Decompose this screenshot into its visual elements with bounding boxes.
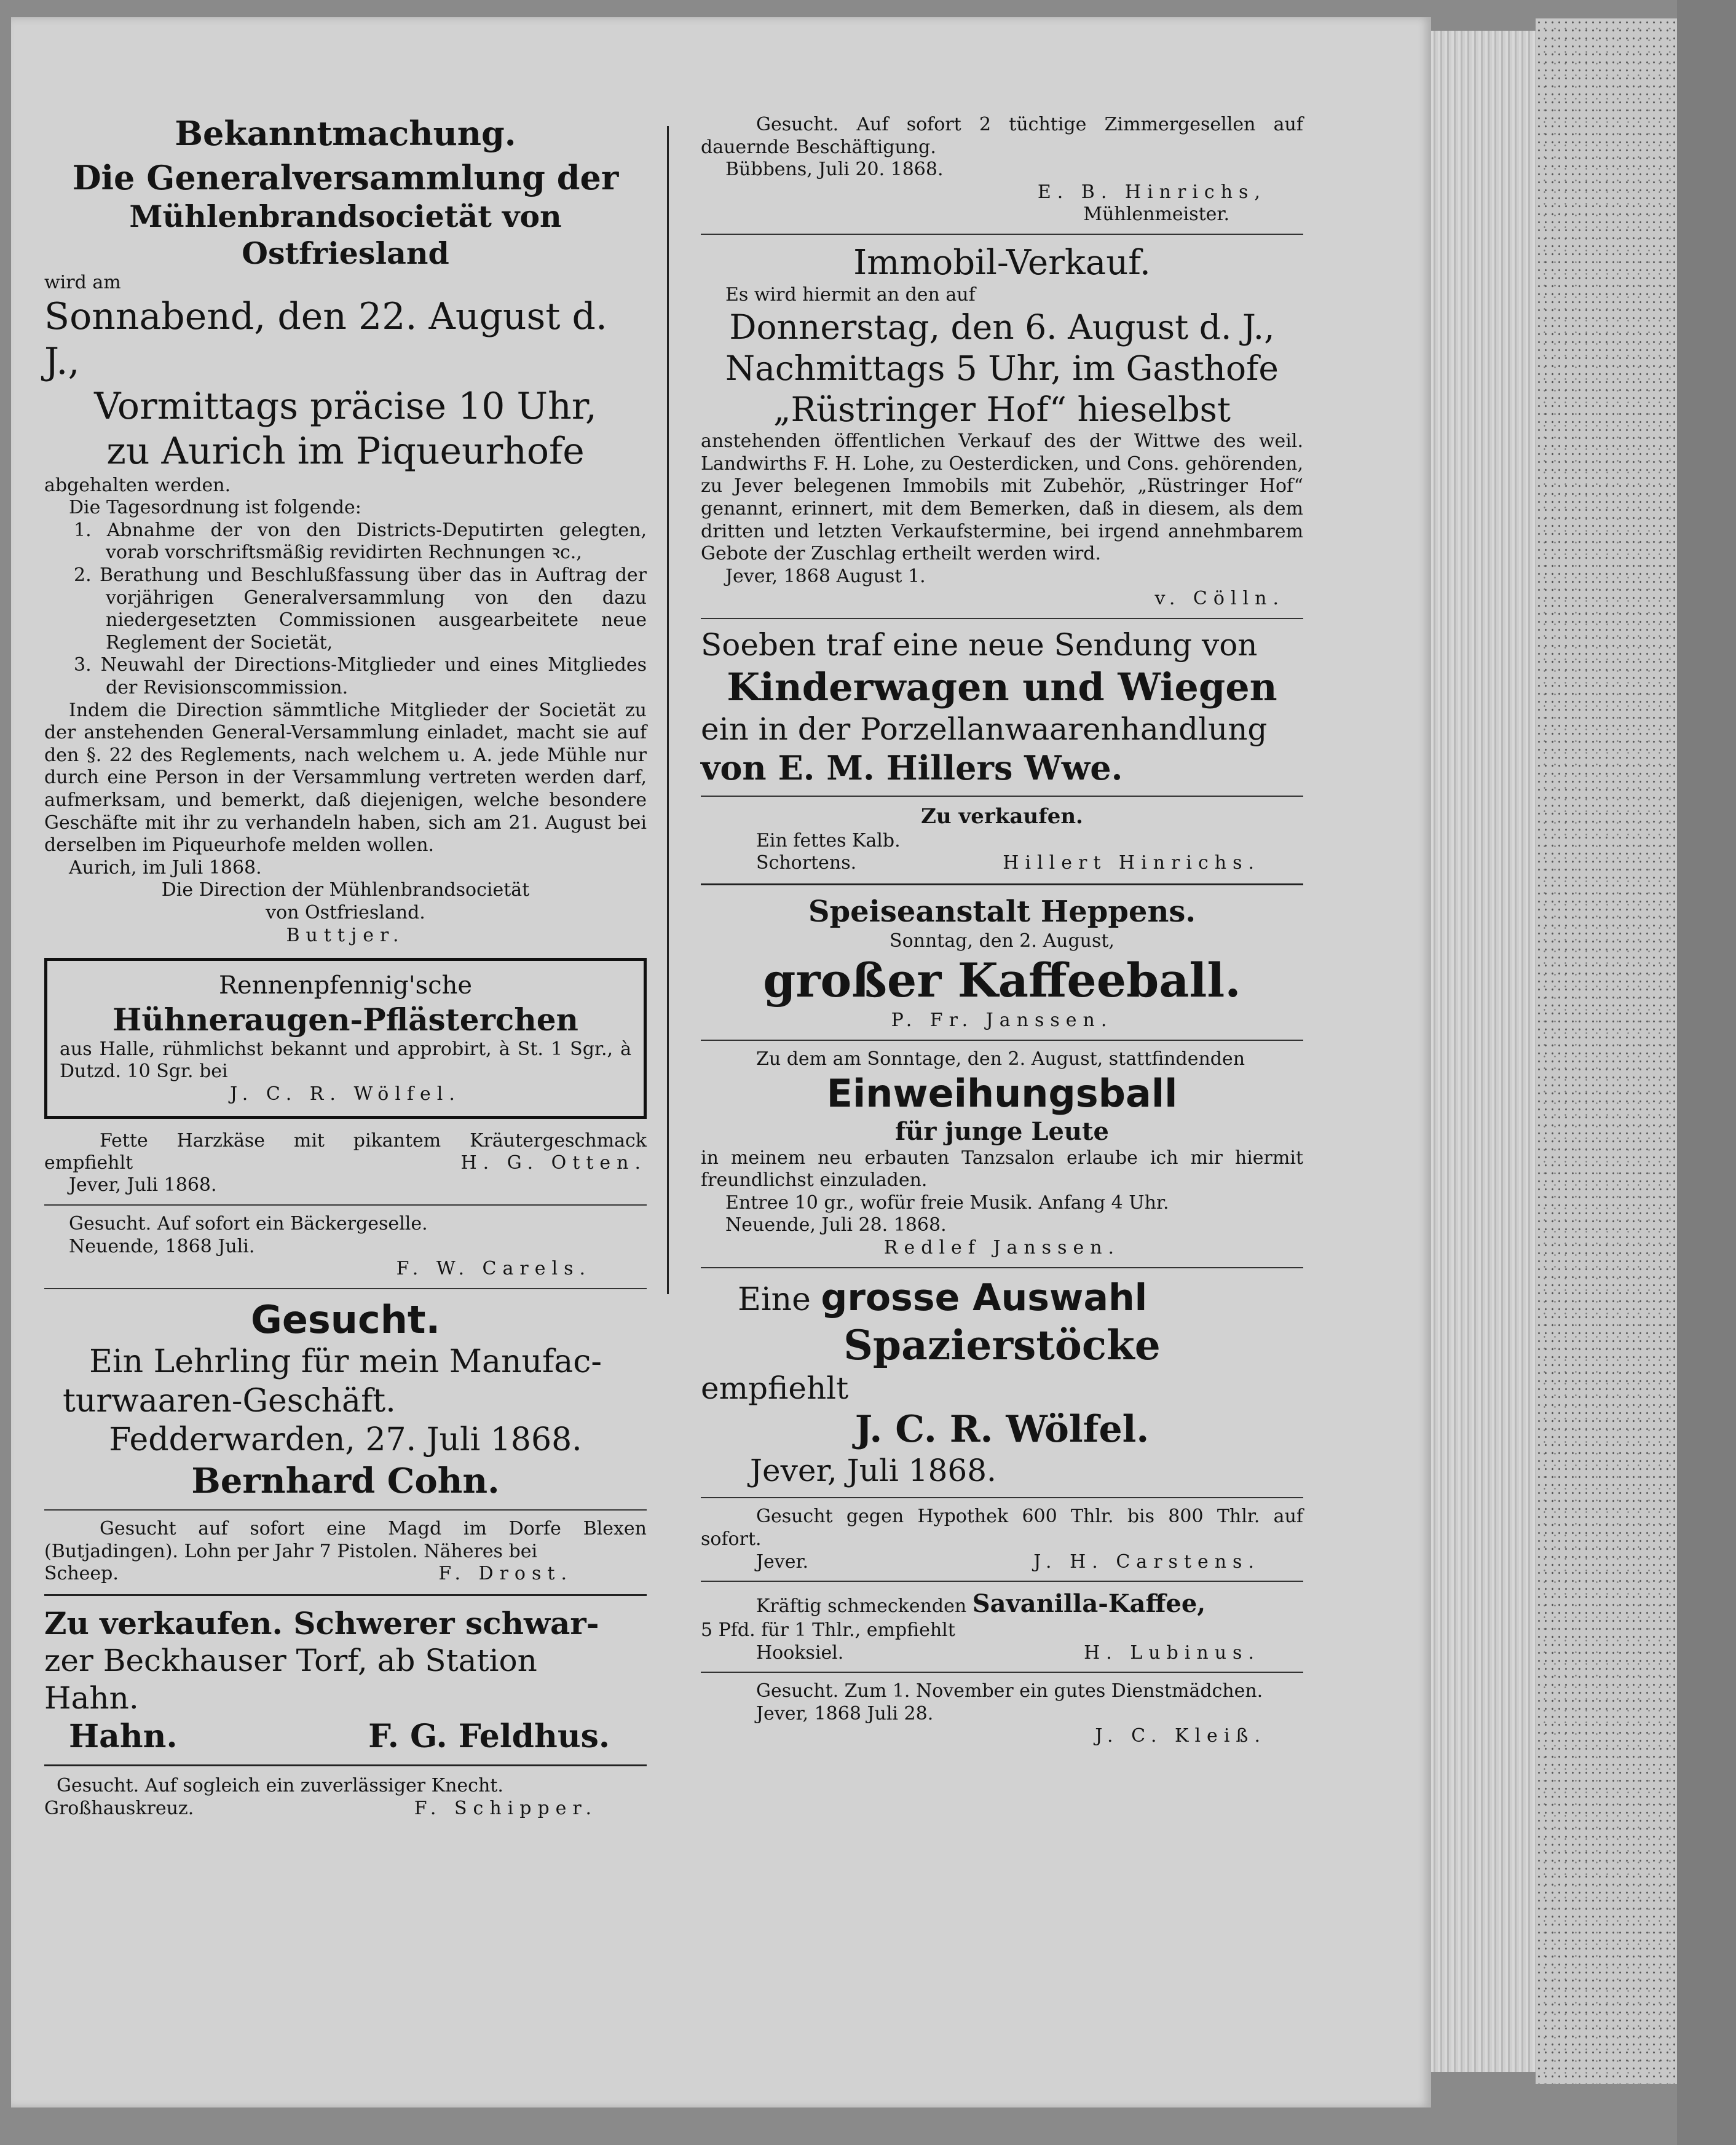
separator [701, 1672, 1303, 1673]
ad-text: Es wird hiermit an den auf [725, 284, 976, 306]
ad-place-date: Aurich, im Juli 1868. [69, 856, 262, 879]
ad-text: zer Beckhauser Torf, ab Station [44, 1642, 537, 1678]
ad-headline: Savanilla-Kaffee, [972, 1589, 1206, 1619]
ad-signature: J. C. R. Wölfel. [854, 1408, 1150, 1452]
ad-footer-row [44, 1717, 647, 1756]
ad-torf [44, 1605, 647, 1756]
ad-place: Jever. [756, 1550, 809, 1573]
ad-footer-row [44, 1563, 647, 1586]
ad-text: Entree 10 gr., wofür freie Musik. Anfang 4 Uhr. [725, 1191, 1169, 1214]
ad-footer-row [701, 852, 1303, 875]
ad-place: Großhauskreuz. [44, 1797, 194, 1819]
ad-place-date: Neuende, Juli 28. 1868. [725, 1214, 947, 1236]
ad-signature: Redlef Janssen. [883, 1236, 1121, 1258]
ad-body: anstehenden öffentlichen Verkauf des der Wittwe des weil. Landwirths F. H. Lohe, zu Oesterdicken, und Cons. gehörenden, zu Jever belegenen Immobils mit Zubehör, „Rüstringer Hof“ genannt, erinnert, mit dem Bemerken, daß in diesem, als dem dritten und letzten Verkaufstermine, bei irgend annehmbarem Gebote der Zuschlag ertheilt werden wird. [701, 430, 1303, 565]
separator [701, 234, 1303, 235]
ad-signature: Bernhard Cohn. [191, 1460, 500, 1501]
ad-signature: von Ostfriesland. [266, 901, 425, 923]
ad-signature: H. Lubinus. [1084, 1641, 1260, 1664]
ad-headline: Spazierstöcke [843, 1321, 1161, 1369]
separator [701, 1267, 1303, 1268]
ad-time: Nachmittags 5 Uhr, im Gasthofe [725, 348, 1279, 388]
ad-text: Die Tagesordnung ist folgende: [69, 497, 361, 519]
ad-signature: J. H. Carstens. [1033, 1550, 1260, 1573]
ad-headline: grosse Auswahl [821, 1276, 1148, 1319]
ad-date: Sonnabend, den 22. August d. J., [44, 294, 607, 384]
agenda-item: 2. Berathung und Beschlußfassung über das in Auftrag der vorjährigen Generalversammlung von den dazu niedergesetzten Commissionen ausgearbeitete neue Reglement der Societät, [74, 564, 647, 654]
right-column [701, 114, 1303, 1748]
ad-kaffee [701, 1589, 1303, 1664]
separator [701, 618, 1303, 619]
separator [44, 1204, 647, 1206]
ad-headline: Einweihungsball [826, 1071, 1178, 1116]
ad-text: Gesucht. Auf sogleich ein zuverlässiger Knecht. [57, 1775, 503, 1797]
ad-signature: H. G. Otten. [460, 1152, 647, 1174]
ad-lehrling [44, 1297, 647, 1502]
separator [44, 1509, 647, 1511]
ad-einweihungsball [701, 1048, 1303, 1260]
ad-zimmer [701, 114, 1303, 226]
ad-place: Schortens. [756, 852, 857, 874]
ad-magd [44, 1518, 647, 1586]
ad-headline-row [701, 1589, 1303, 1619]
ad-title: Zu verkaufen. [921, 804, 1083, 829]
ad-text: ein in der Porzellanwaarenhandlung [701, 711, 1268, 747]
separator [701, 1497, 1303, 1498]
ad-text: abgehalten werden. [44, 474, 231, 496]
ad-headline: Hühneraugen-Pflästerchen [112, 1001, 578, 1038]
ad-headline: großer Kaffeeball. [763, 953, 1241, 1008]
ad-text: Kräftig schmeckenden [756, 1595, 967, 1618]
ad-text: Gesucht. Zum 1. November ein gutes Dienstmädchen. [756, 1680, 1263, 1702]
ad-place-date: Jever, 1868 August 1. [725, 565, 926, 587]
ad-place: Scheep. [44, 1563, 119, 1585]
ad-text: Fette Harzkäse mit pikantem Kräutergeschmack empfiehlt [44, 1129, 647, 1174]
ad-headline-row [701, 1276, 1303, 1321]
ad-title: Bekanntmachung. [175, 114, 516, 153]
ad-headline: Die Generalversammlung der [72, 157, 619, 197]
ad-dienstmaedchen [701, 1680, 1303, 1748]
ad-spazierstoecke [701, 1276, 1303, 1490]
column-divider [667, 126, 669, 1294]
ad-text: wird am [44, 272, 121, 294]
ad-date: Donnerstag, den 6. August d. J., [729, 307, 1275, 347]
agenda-item: 1. Abnahme der von den Districts-Deputirten gelegten, vorab vorschriftsmäßig revidirten Rechnungen ꝛc., [74, 519, 647, 564]
ad-text: Gesucht auf sofort eine Magd im Dorfe Blexen (Butjadingen). Lohn per Jahr 7 Pistolen. Näheres bei [44, 1518, 647, 1562]
ad-text: empfiehlt [701, 1370, 849, 1407]
book-page-edges [1431, 31, 1536, 2072]
ad-title: Immobil-Verkauf. [853, 242, 1151, 283]
ad-pflaster [44, 958, 647, 1119]
ad-signature: J. C. Kleiß. [1095, 1725, 1266, 1747]
ad-text: Gesucht. Auf sofort ein Bäckergeselle. [69, 1213, 428, 1235]
ad-place-date: Jever, 1868 Juli 28. [756, 1702, 934, 1724]
ad-body: Indem die Direction sämmtliche Mitglieder der Societät zu der anstehenden General-Versammlung einladet, macht sie auf den §. 22 des Reglements, nach welchem u. A. jede Mühle nur durch eine Person in der Versammlung vertreten werden darf, aufmerksam, und bemerkt, daß diejenigen, welche besondere Geschäfte mit ihr zu verhandeln haben, sich am 21. August bei derselben im Piqueurhofe melden wollen. [44, 699, 647, 856]
photo-margin [1677, 0, 1736, 2145]
ad-place-date: Bübbens, Juli 20. 1868. [725, 159, 944, 181]
ad-harzkaese [44, 1130, 647, 1197]
separator [701, 1040, 1303, 1041]
ad-baecker [44, 1213, 647, 1281]
ad-text: in meinem neu erbauten Tanzsalon erlaube ich mir hiermit freundlichst einzuladen. [701, 1147, 1303, 1191]
ad-text: Eine [738, 1281, 811, 1318]
ad-signature: Hillert Hinrichs. [1003, 852, 1260, 874]
separator [701, 1581, 1303, 1582]
ad-location: „Rüstringer Hof“ hieselbst [773, 390, 1231, 430]
separator [701, 883, 1303, 885]
separator [44, 1594, 647, 1596]
ad-signature: v. Cölln. [1154, 588, 1285, 610]
ad-hypothek [701, 1506, 1303, 1573]
ad-place-date: Fedderwarden, 27. Juli 1868. [109, 1421, 582, 1459]
ad-location: zu Aurich im Piqueurhofe [106, 430, 585, 473]
ad-footer-row [701, 1642, 1303, 1665]
ad-signature: F. Drost. [438, 1563, 573, 1585]
ad-headline: Mühlenbrandsocietät von Ostfriesland [129, 198, 562, 271]
ad-text: Ein Lehrling für mein Manufac- [89, 1343, 602, 1381]
ad-bekanntmachung [44, 114, 647, 947]
ad-kinderwagen [701, 626, 1303, 789]
ad-signature: P. Fr. Janssen. [891, 1009, 1113, 1031]
ad-headline: Rennenpfennig'sche [218, 971, 473, 1000]
ad-text: Gesucht. Auf sofort 2 tüchtige Zimmergesellen auf dauernde Beschäftigung. [701, 114, 1303, 158]
ad-footer-row [701, 1551, 1303, 1574]
ad-text: 5 Pfd. für 1 Thlr., empfiehlt [701, 1619, 955, 1641]
ad-text: aus Halle, rühmlichst bekannt und approbirt, à St. 1 Sgr., à Dutzd. 10 Sgr. bei [60, 1038, 631, 1083]
separator [44, 1288, 647, 1289]
ad-kaffeeball [701, 894, 1303, 1032]
ad-signature: F. Schipper. [414, 1797, 598, 1819]
ad-place-date: Jever, Juli 1868. [69, 1174, 217, 1196]
ad-knecht [44, 1775, 647, 1820]
ad-signature: J. C. R. Wölfel. [230, 1083, 461, 1105]
agenda-item: 3. Neuwahl der Directions-Mitglieder und eines Mitgliedes der Revisionscommission. [74, 654, 647, 698]
ad-place-date: Jever, Juli 1868. [750, 1453, 996, 1489]
ad-signature: F. W. Carels. [396, 1258, 591, 1280]
ad-text: Hahn. [44, 1680, 139, 1716]
ad-signature: F. G. Feldhus. [368, 1717, 610, 1755]
ad-date: Sonntag, den 2. August, [890, 930, 1115, 952]
ad-footer-row [44, 1798, 647, 1820]
ad-headline: Kinderwagen und Wiegen [727, 664, 1277, 709]
ad-text: Soeben traf eine neue Sendung von [701, 626, 1258, 663]
ad-title: Gesucht. [250, 1297, 441, 1342]
separator [44, 1764, 647, 1766]
ad-place: Hooksiel. [756, 1641, 844, 1664]
separator [701, 796, 1303, 797]
ad-text: Ein fettes Kalb. [756, 829, 901, 851]
ad-signature: von E. M. Hillers Wwe. [701, 748, 1123, 788]
ad-subheadline: für junge Leute [895, 1116, 1109, 1146]
book-cover-cloth [1536, 18, 1677, 2084]
ad-place-date: Neuende, 1868 Juli. [69, 1235, 255, 1257]
ad-time: Vormittags präcise 10 Uhr, [94, 385, 597, 429]
ad-signature: Buttjer. [286, 924, 405, 946]
ad-place: Hahn. [69, 1717, 178, 1755]
ad-text: Zu dem am Sonntage, den 2. August, stattfindenden [756, 1048, 1245, 1070]
ad-kalb [701, 804, 1303, 875]
left-column [44, 114, 647, 1820]
ad-title: Speiseanstalt Heppens. [808, 895, 1196, 930]
ad-text: Gesucht gegen Hypothek 600 Thlr. bis 800 Thlr. auf sofort. [701, 1506, 1303, 1550]
ad-signature: Die Direction der Mühlenbrandsocietät [161, 879, 530, 901]
ad-text: Zu verkaufen. Schwerer schwar- [44, 1605, 599, 1641]
ad-text: turwaaren-Geschäft. [63, 1382, 396, 1420]
ad-signature: E. B. Hinrichs, [1037, 181, 1266, 203]
ad-immobil [701, 242, 1303, 610]
ad-signature: Mühlenmeister. [1083, 203, 1229, 226]
